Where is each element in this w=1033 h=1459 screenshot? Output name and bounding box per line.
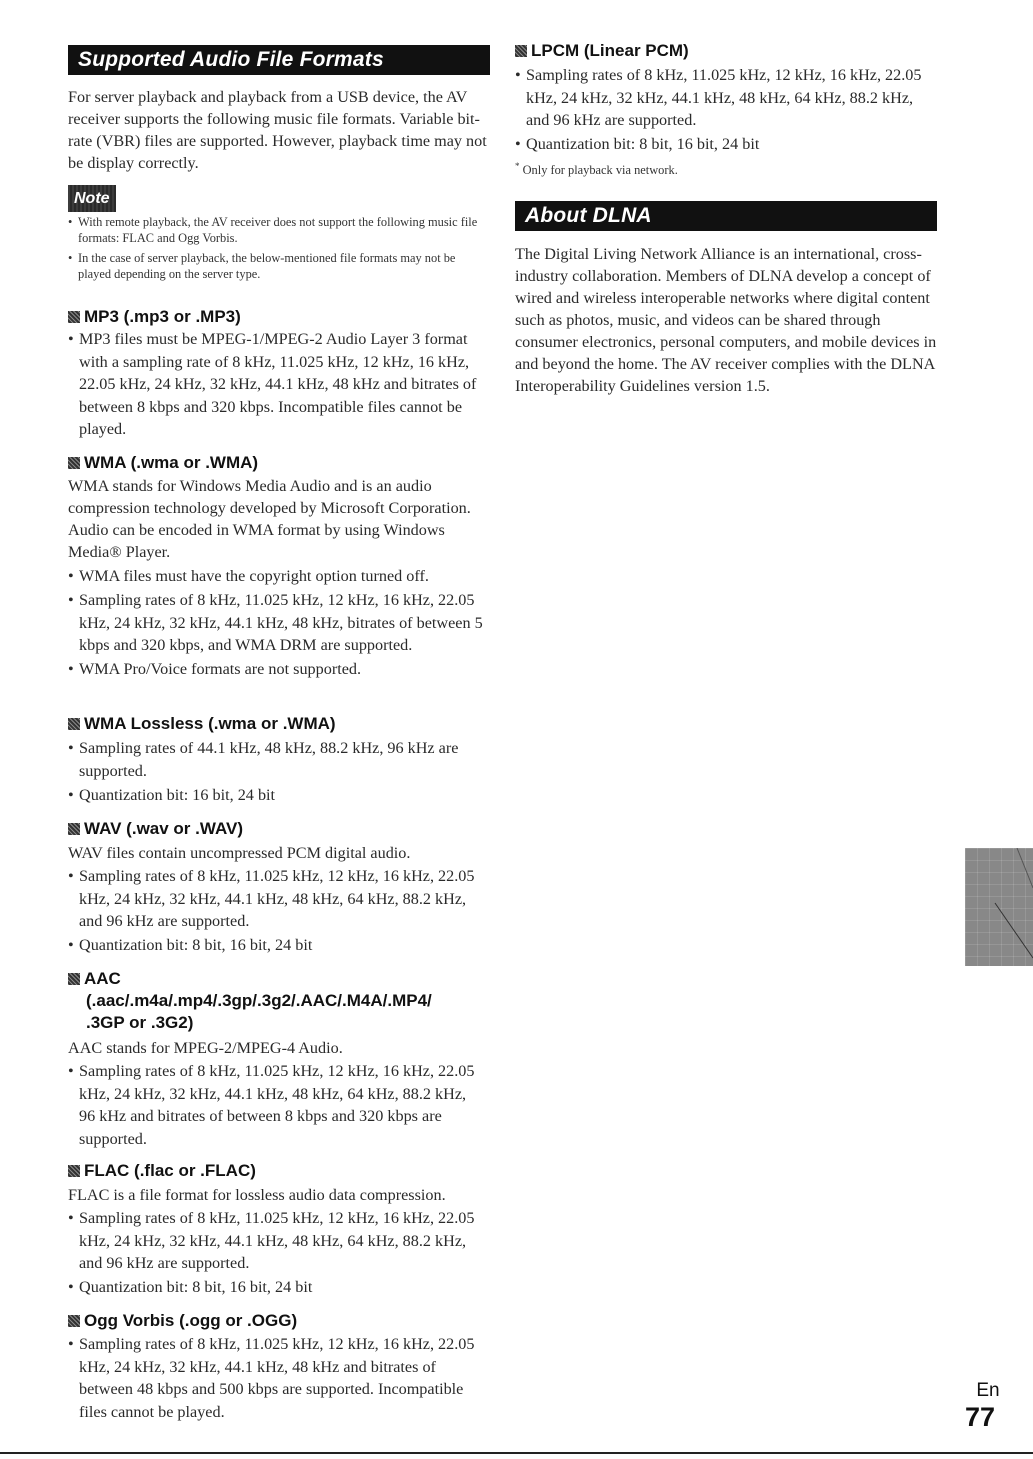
heading-ogg: Ogg Vorbis (.ogg or .OGG) <box>68 1310 297 1332</box>
note-item: • With remote playback, the AV receiver does not support the following music file formats: FLAC and Ogg Vorbis. <box>68 214 490 246</box>
heading-flac: FLAC (.flac or .FLAC) <box>68 1160 256 1182</box>
wav-paragraph: WAV files contain uncompressed PCM digital audio. <box>68 844 411 862</box>
flac-paragraph: FLAC is a file format for lossless audio data compression. <box>68 1186 446 1204</box>
square-bullet-icon <box>68 1315 80 1327</box>
list-item: • Sampling rates of 8 kHz, 11.025 kHz, 12 kHz, 16 kHz, 22.05 kHz, 24 kHz, 32 kHz, 44.1 kHz, 48 kHz, 64 kHz, 88.2 kHz, and 96 kHz are supported. <box>68 1207 486 1275</box>
heading-lpcm: LPCM (Linear PCM) <box>515 40 689 62</box>
square-bullet-icon <box>68 311 80 323</box>
wma-list <box>68 565 486 682</box>
bottom-rule <box>0 1452 1033 1454</box>
list-item: • Sampling rates of 8 kHz, 11.025 kHz, 12 kHz, 16 kHz, 22.05 kHz, 24 kHz, 32 kHz, 44.1 kHz, 48 kHz, bitrates of between 5 kbps and 320 kbps, and WMA DRM are supported. <box>68 589 486 657</box>
note-list <box>68 214 490 286</box>
page-language: En <box>976 1380 1000 1401</box>
wav-list <box>68 865 486 958</box>
square-bullet-icon <box>68 718 80 730</box>
flac-list <box>68 1207 486 1300</box>
list-item: • Quantization bit: 16 bit, 24 bit <box>68 784 486 807</box>
list-item: • Quantization bit: 8 bit, 16 bit, 24 bit <box>68 1276 486 1299</box>
wma-paragraph: WMA stands for Windows Media Audio and is an audio compression technology developed by Microsoft Corporation. Audio can be encoded in WMA format by using Windows Media® Player. <box>68 477 471 561</box>
wma-lossless-list <box>68 737 486 808</box>
list-item: • Sampling rates of 8 kHz, 11.025 kHz, 12 kHz, 16 kHz, 22.05 kHz, 24 kHz, 32 kHz, 44.1 kHz, 48 kHz, 64 kHz, 88.2 kHz, and 96 kHz are supported. <box>68 865 486 933</box>
heading-wma-lossless: WMA Lossless (.wma or .WMA) <box>68 713 336 735</box>
list-item: • WMA files must have the copyright option turned off. <box>68 565 486 588</box>
note-item: • In the case of server playback, the below-mentioned file formats may not be played depending on the server type. <box>68 250 490 282</box>
square-bullet-icon <box>68 1165 80 1177</box>
list-item: • Sampling rates of 8 kHz, 11.025 kHz, 12 kHz, 16 kHz, 22.05 kHz, 24 kHz, 32 kHz, 44.1 kHz, 48 kHz, 64 kHz, 88.2 kHz, 96 kHz and bitrates of between 8 kbps and 320 kbps are supported. <box>68 1060 486 1150</box>
square-bullet-icon <box>68 973 80 985</box>
heading-wma: WMA (.wma or .WMA) <box>68 452 258 474</box>
note-badge: Note <box>68 185 116 212</box>
aac-list <box>68 1060 486 1152</box>
list-item: • Sampling rates of 8 kHz, 11.025 kHz, 12 kHz, 16 kHz, 22.05 kHz, 24 kHz, 32 kHz, 44.1 kHz, 48 kHz, 64 kHz, 88.2 kHz, and 96 kHz are supported. <box>515 64 937 132</box>
square-bullet-icon <box>68 823 80 835</box>
list-item: • WMA Pro/Voice formats are not supported. <box>68 658 486 681</box>
page-number: 77 <box>964 1402 996 1432</box>
dlna-paragraph: The Digital Living Network Alliance is an international, cross-industry collaboration. Members of DLNA develop a concept of wired and wireless interoperable networks where digital content such as photos, music, and videos can be shared through consumer electronics, personal computers, and mobile devices in and beyond the home. The AV receiver complies with the DLNA Interoperability Guidelines version 1.5. <box>515 245 937 395</box>
aac-paragraph: AAC stands for MPEG-2/MPEG-4 Audio. <box>68 1039 343 1057</box>
section-title-supported-formats: Supported Audio File Formats <box>68 45 490 75</box>
heading-mp3: MP3 (.mp3 or .MP3) <box>68 306 241 328</box>
mp3-list <box>68 328 486 442</box>
square-bullet-icon <box>515 45 527 57</box>
list-item: • Quantization bit: 8 bit, 16 bit, 24 bit <box>515 133 937 156</box>
lpcm-footnote: * Only for playback via network. <box>515 161 678 178</box>
ogg-list <box>68 1333 488 1425</box>
square-bullet-icon <box>68 457 80 469</box>
thumb-index-tab <box>965 848 1033 966</box>
list-item: • Sampling rates of 44.1 kHz, 48 kHz, 88.2 kHz, 96 kHz are supported. <box>68 737 486 782</box>
intro-paragraph: For server playback and playback from a USB device, the AV receiver supports the following music file formats. Variable bit-rate (VBR) files are supported. However, playback time may not be display correctly. <box>68 88 487 172</box>
lpcm-list <box>515 64 937 157</box>
list-item: • MP3 files must be MPEG-1/MPEG-2 Audio Layer 3 format with a sampling rate of 8 kHz, 11.025 kHz, 12 kHz, 16 kHz, 22.05 kHz, 24 kHz, 32 kHz, 44.1 kHz, 48 kHz and bitrates of between 8 kbps and 320 kbps. Incompatible files cannot be played. <box>68 328 486 441</box>
section-title-about-dlna: About DLNA <box>515 201 937 231</box>
heading-aac: AAC (.aac/.m4a/.mp4/.3gp/.3g2/.AAC/.M4A/.MP4/ .3GP or .3G2) <box>68 968 432 1034</box>
thumb-tab-pattern-icon <box>965 848 1033 966</box>
list-item: • Quantization bit: 8 bit, 16 bit, 24 bit <box>68 934 486 957</box>
list-item: • Sampling rates of 8 kHz, 11.025 kHz, 12 kHz, 16 kHz, 22.05 kHz, 24 kHz, 32 kHz, 44.1 kHz, 48 kHz and bitrates of between 48 kbps and 500 kbps are supported. Incompatible files cannot be played. <box>68 1333 488 1423</box>
heading-wav: WAV (.wav or .WAV) <box>68 818 243 840</box>
